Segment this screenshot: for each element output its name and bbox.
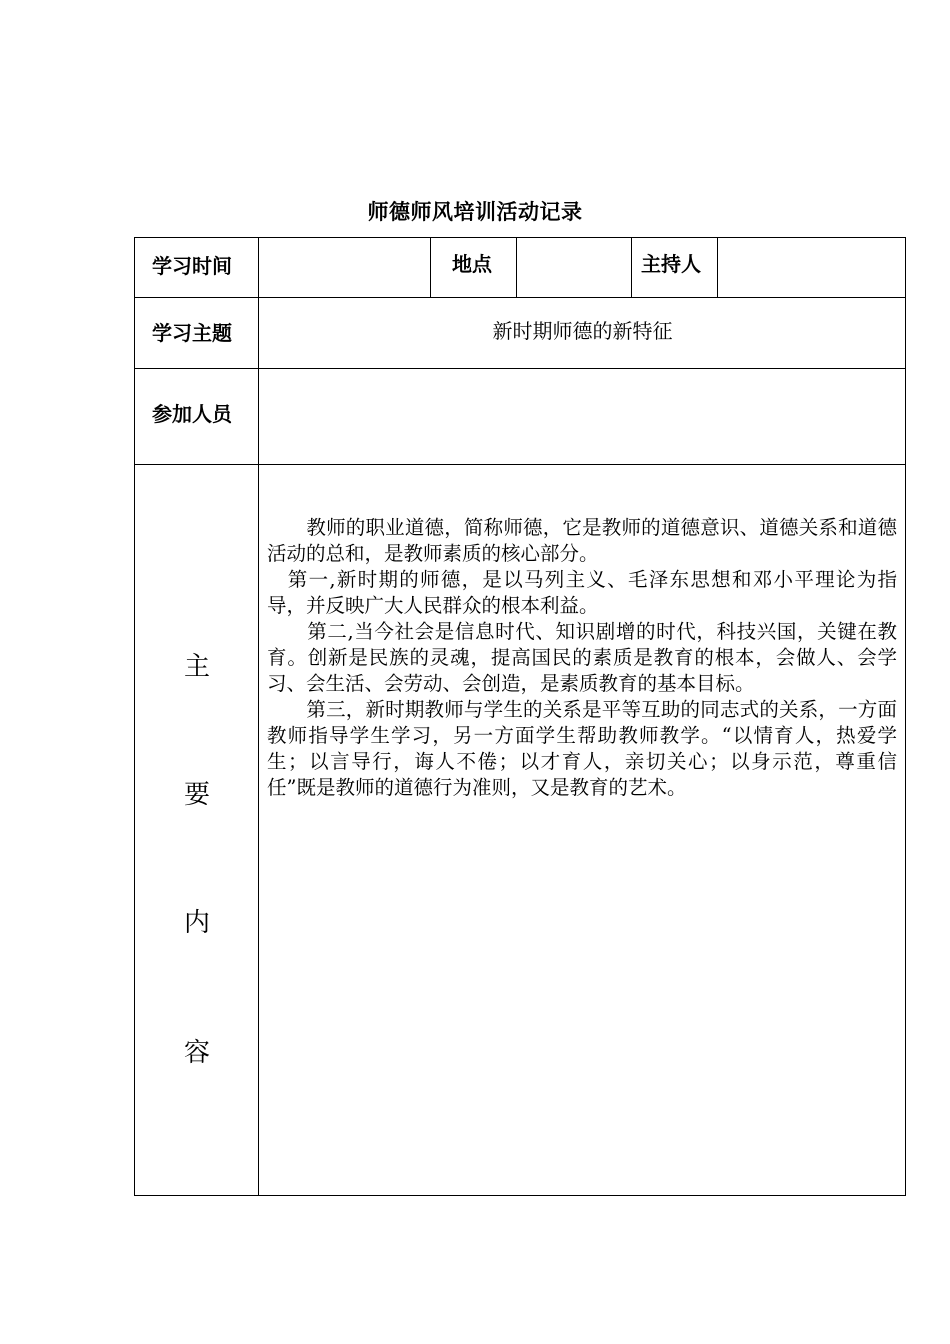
main-content-label-char: 要	[183, 780, 210, 810]
main-content-label-char: 主	[183, 652, 210, 682]
content-paragraph: 第一,新时期的师德，是以马列主义、毛泽东思想和邓小平理论为指导，并反映广大人民群众的根本利益。	[267, 568, 897, 617]
participants-label: 参加人员	[152, 402, 232, 426]
row-divider	[134, 368, 906, 369]
topic-value: 新时期师德的新特征	[492, 319, 673, 343]
content-paragraph: 教师的职业道德，简称师德，它是教师的道德意识、道德关系和道德活动的总和，是教师素质的核心部分。	[267, 516, 897, 565]
location-label: 地点	[452, 252, 492, 276]
column-divider	[516, 237, 517, 297]
topic-label: 学习主题	[152, 321, 232, 345]
host-label: 主持人	[641, 252, 701, 276]
row-divider	[134, 464, 906, 465]
table-border-top	[134, 237, 906, 238]
column-divider	[430, 237, 431, 297]
table-border-right	[905, 237, 906, 1196]
document-title: 师德师风培训活动记录	[367, 200, 583, 224]
main-content-body	[267, 515, 897, 801]
content-paragraph: 第三，新时期教师与学生的关系是平等互助的同志式的关系，一方面教师指导学生学习，另一方面学生帮助教师教学。“以情育人，热爱学生；以言导行，诲人不倦；以才育人，亲切关心；以身示范，尊重信任”既是教师的道德行为准则，又是教育的艺术。	[267, 698, 897, 799]
study-time-label: 学习时间	[152, 254, 232, 278]
main-content-label-char: 内	[183, 908, 210, 938]
row-divider	[134, 297, 906, 298]
main-content-label-char: 容	[183, 1038, 210, 1068]
column-divider	[631, 237, 632, 297]
content-paragraph: 第二,当今社会是信息时代、知识剧增的时代，科技兴国，关键在教育。创新是民族的灵魂，提高国民的素质是教育的根本，会做人、会学习、会生活、会劳动、会创造，是素质教育的基本目标。	[267, 620, 897, 695]
column-divider	[258, 237, 259, 1196]
column-divider	[717, 237, 718, 297]
table-border-bottom	[134, 1195, 906, 1196]
table-border-left	[134, 237, 135, 1196]
